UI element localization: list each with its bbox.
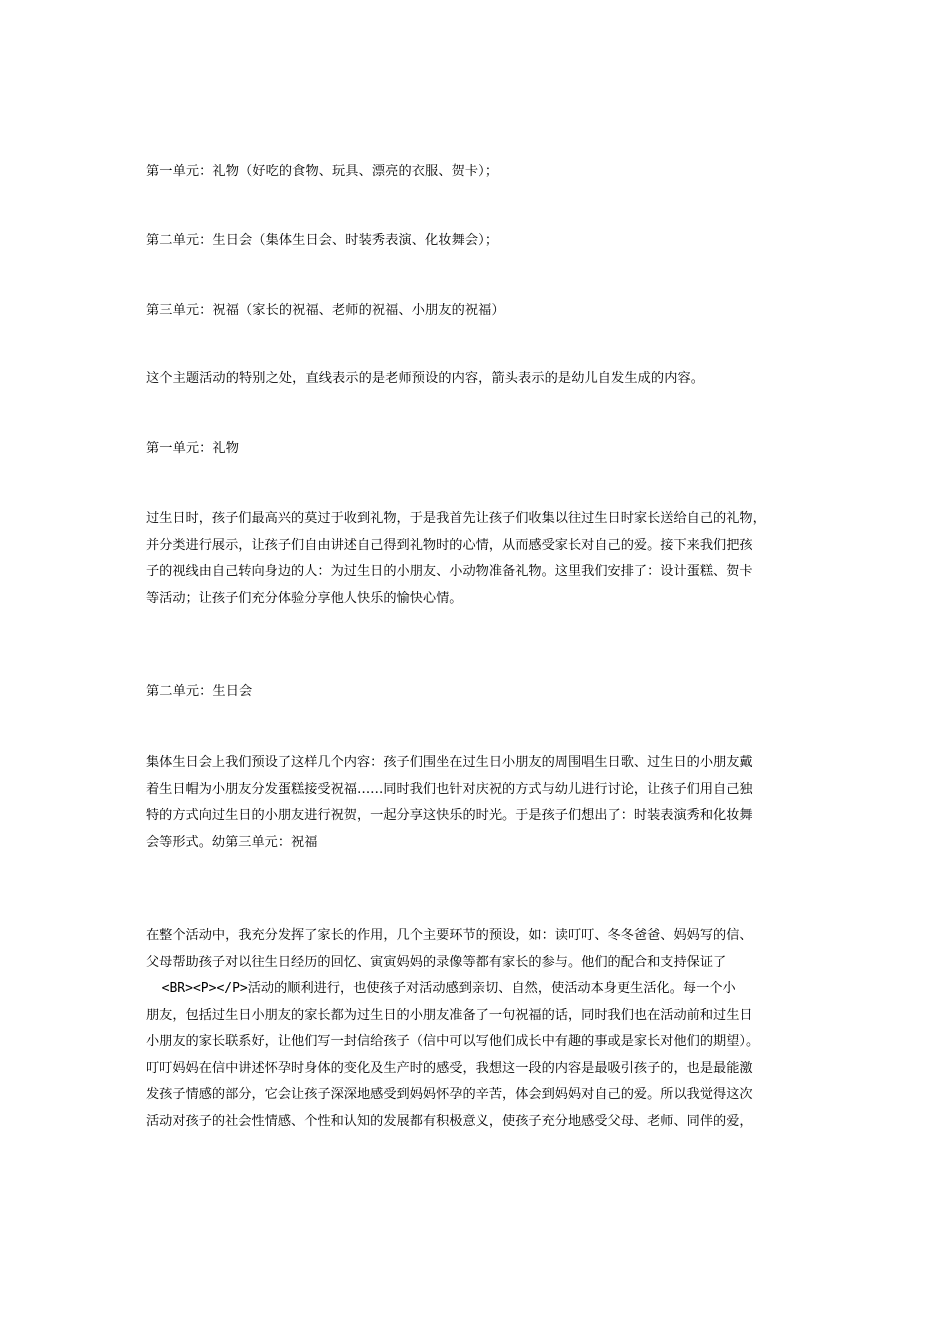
paragraph-line: 集体生日会上我们预设了这样几个内容：孩子们围坐在过生日小朋友的周围唱生日歌、过生日的小朋友戴 [146, 755, 753, 770]
paragraph-line: 特的方式向过生日的小朋友进行祝贺，一起分享这快乐的时光。于是孩子们想出了：时装表演秀和化妆舞 [146, 808, 753, 823]
paragraph-line: 等活动；让孩子们充分体验分享他人快乐的愉快心情。 [146, 590, 463, 606]
paragraph-line: 着生日帽为小朋友分发蛋糕接受祝福……同时我们也针对庆祝的方式与幼儿进行讨论，让孩子们用自己独 [146, 781, 753, 797]
paragraph-line: 叮叮妈妈在信中讲述怀孕时身体的变化及生产时的感受，我想这一段的内容是最吸引孩子的，也是最能激 [146, 1060, 753, 1076]
section1-heading: 第一单元：礼物 [146, 441, 240, 456]
paragraph-line: 并分类进行展示，让孩子们自由讲述自己得到礼物时的心情，从而感受家长对自己的爱。接下来我们把孩 [146, 537, 753, 553]
paragraph-line-tail: 活动的顺利进行，也使孩子对活动感到亲切、自然，使活动本身更生活化。每一个小 [247, 981, 736, 996]
section2-paragraph [146, 750, 814, 856]
paragraph-line: 父母帮助孩子对以往生日经历的回忆、寅寅妈妈的录像等都有家长的参与。他们的配合和支持保证了 [146, 954, 727, 970]
raw-html-tag-text: <BR><P></P> [146, 981, 248, 996]
paragraph-line: 会等形式。幼第三单元：祝福 [146, 834, 318, 850]
unit3-summary: 第三单元：祝福（家长的祝福、老师的祝福、小朋友的祝福） [146, 303, 505, 318]
paragraph-line: 在整个活动中，我充分发挥了家长的作用，几个主要环节的预设，如：读叮叮、冬冬爸爸、妈妈写的信、 [146, 928, 753, 943]
paragraph-line: 子的视线由自己转向身边的人：为过生日的小朋友、小动物准备礼物。这里我们安排了：设计蛋糕、贺卡 [146, 564, 753, 579]
unit2-summary: 第二单元：生日会（集体生日会、时装秀表演、化妆舞会）； [146, 233, 499, 248]
paragraph-line: 过生日时，孩子们最高兴的莫过于收到礼物，于是我首先让孩子们收集以往过生日时家长送给自己的礼物， [146, 511, 766, 526]
section2-heading: 第二单元：生日会 [146, 684, 253, 699]
paragraph-line: 朋友，包括过生日小朋友的家长都为过生日的小朋友准备了一句祝福的话，同时我们也在活动前和过生日 [146, 1007, 753, 1023]
paragraph-line [146, 976, 814, 1003]
paragraph-line: 活动对孩子的社会性情感、个性和认知的发展都有积极意义，使孩子充分地感受父母、老师、同伴的爱， [146, 1113, 753, 1129]
section3-paragraph [146, 923, 814, 1135]
section1-paragraph [146, 506, 814, 612]
intro-paragraph: 这个主题活动的特别之处，直线表示的是老师预设的内容，箭头表示的是幼儿自发生成的内容。 [146, 371, 705, 386]
unit1-summary: 第一单元：礼物（好吃的食物、玩具、漂亮的衣服、贺卡）； [146, 164, 499, 179]
paragraph-line: 发孩子情感的部分，它会让孩子深深地感受到妈妈怀孕的辛苦，体会到妈妈对自己的爱。所以我觉得这次 [146, 1087, 753, 1102]
paragraph-line: 小朋友的家长联系好，让他们写一封信给孩子（信中可以写他们成长中有趣的事或是家长对他们的期望）。 [146, 1034, 760, 1049]
